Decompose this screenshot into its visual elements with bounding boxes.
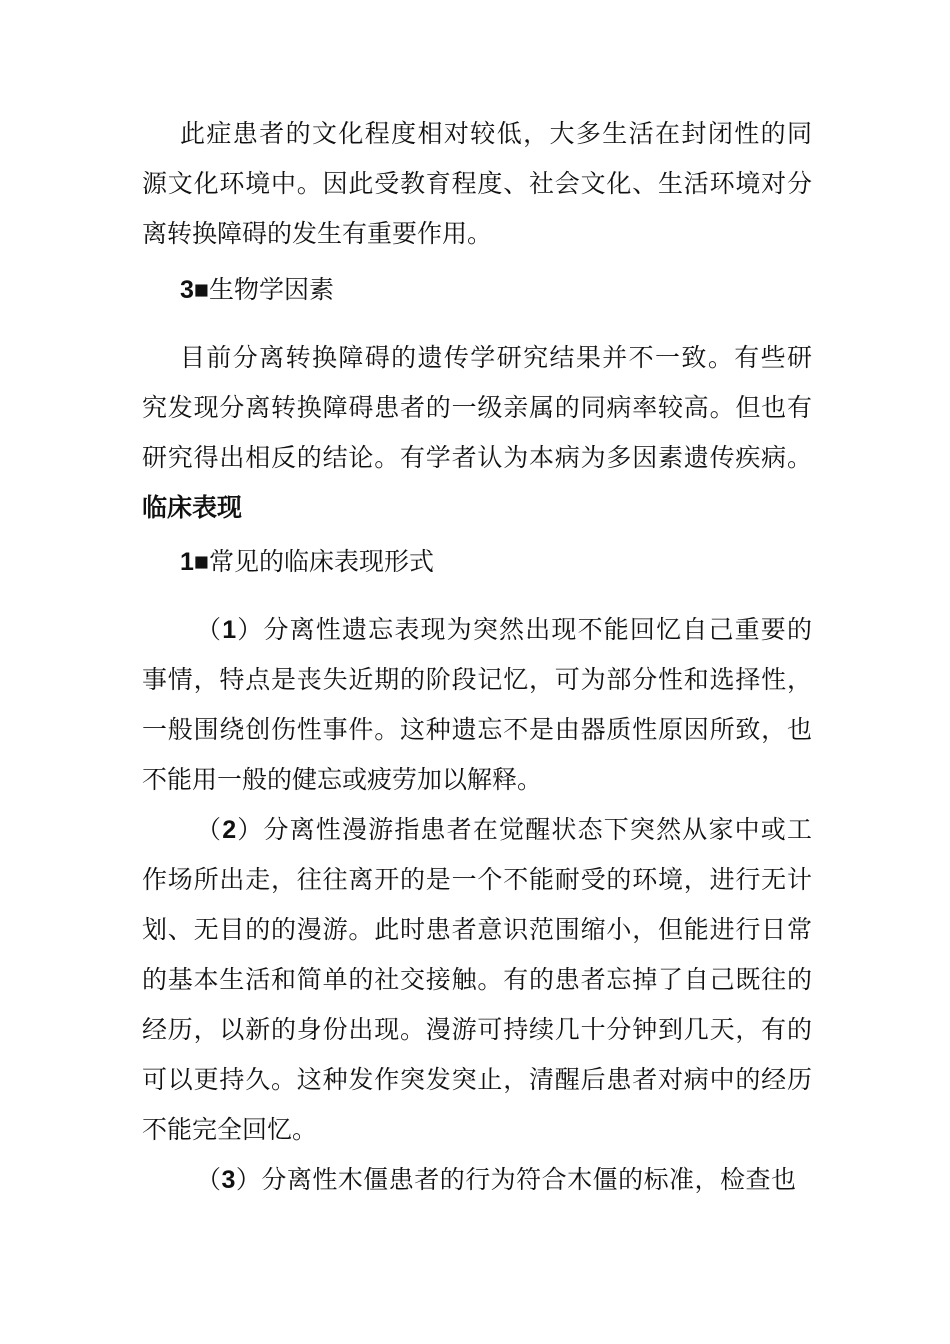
paragraph-line: 此症患者的文化程度相对较低，大多生活在封闭性的同 — [180, 119, 812, 148]
item-number: 1 — [222, 616, 237, 644]
section-title: 常见的临床表现形式 — [209, 547, 435, 576]
paragraph-line: 一般围绕创伤性事件。这种遗忘不是由器质性原因所致，也 — [142, 715, 812, 744]
paragraph-line: 作场所出走，往往离开的是一个不能耐受的环境，进行无计 — [142, 865, 812, 894]
section-title: 生物学因素 — [209, 275, 335, 304]
paragraph-line: 经历，以新的身份出现。漫游可持续几十分钟到几天，有的 — [142, 1015, 812, 1044]
item-number: 3 — [221, 1166, 236, 1194]
section-heading-clinical: 临床表现 — [142, 493, 243, 522]
paragraph-line: （1）分离性遗忘表现为突然出现不能回忆自己重要的 — [196, 615, 812, 644]
paragraph-line: 的基本生活和简单的社交接触。有的患者忘掉了自己既往的 — [142, 965, 812, 994]
section-number: 1■ — [180, 548, 210, 576]
paragraph-line: 划、无目的的漫游。此时患者意识范围缩小，但能进行日常 — [142, 915, 812, 944]
item-number: 2 — [222, 816, 237, 844]
paragraph-line: 源文化环境中。因此受教育程度、社会文化、生活环境对分 — [142, 169, 812, 198]
subsection-heading-forms — [180, 538, 812, 586]
paragraph-line: 目前分离转换障碍的遗传学研究结果并不一致。有些研 — [180, 343, 812, 372]
paragraph-line: 不能完全回忆。 — [142, 1115, 318, 1144]
paragraph-line: 事情，特点是丧失近期的阶段记忆，可为部分性和选择性， — [142, 665, 812, 694]
paragraph-line: 可以更持久。这种发作突发突止，清醒后患者对病中的经历 — [142, 1065, 812, 1094]
paragraph-line: 究发现分离转换障碍患者的一级亲属的同病率较高。但也有 — [142, 393, 812, 422]
paragraph-line: 研究得出相反的结论。有学者认为本病为多因素遗传疾病。 — [142, 443, 812, 472]
paragraph-line: （2）分离性漫游指患者在觉醒状态下突然从家中或工 — [196, 815, 812, 844]
section-number: 3■ — [180, 276, 210, 304]
paragraph-line: 离转换障碍的发生有重要作用。 — [142, 219, 493, 248]
paragraph-line: 不能用一般的健忘或疲劳加以解释。 — [142, 765, 543, 794]
section-heading-biology — [180, 266, 812, 314]
paragraph-line: （3）分离性木僵患者的行为符合木僵的标准，检查也 — [196, 1165, 796, 1194]
